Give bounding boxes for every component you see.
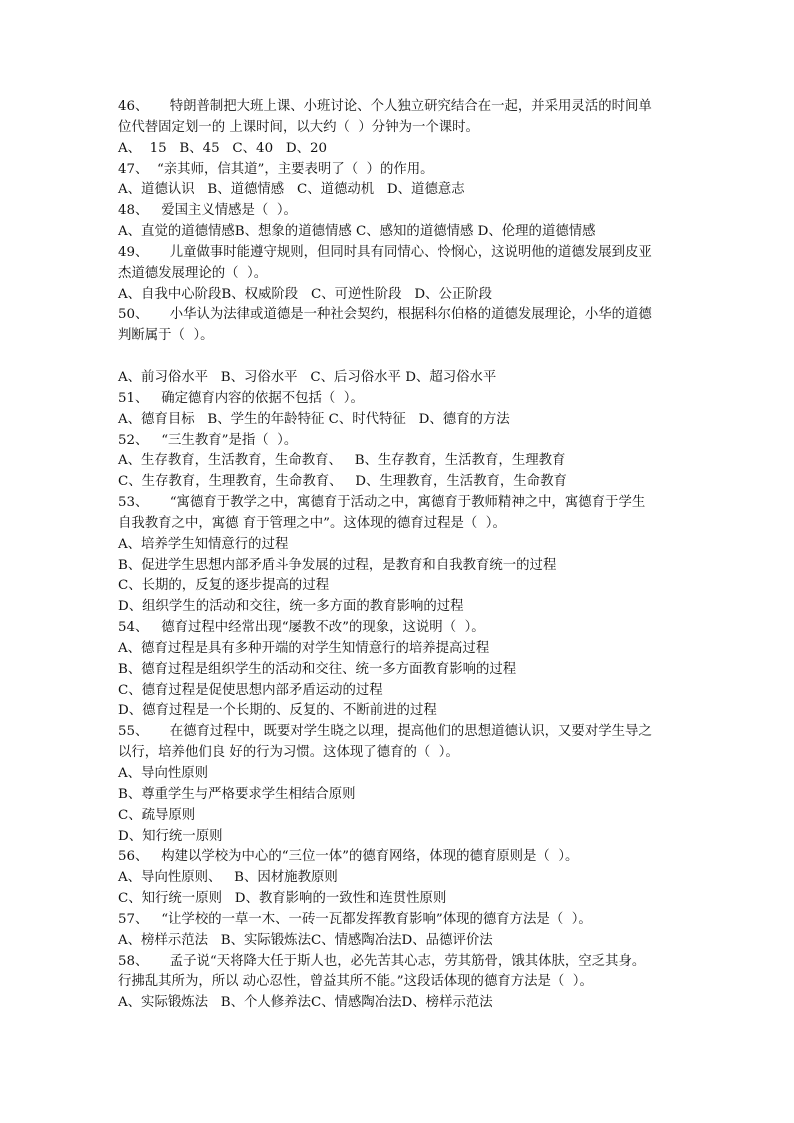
q53-option-a: A、培养学生知情意行的过程 bbox=[118, 536, 289, 552]
q50-stem-line1: 50、 小华认为法律或道德是一种社会契约，根据科尔伯格的道德发展理论，小华的道德 bbox=[118, 307, 652, 323]
q55-stem-line1: 55、 在德育过程中，既要对学生晓之以理，提高他们的思想道德认识，又要对学生导之 bbox=[118, 724, 652, 740]
q57-options: A、榜样示范法 B、实际锻炼法C、情感陶冶法D、品德评价法 bbox=[118, 932, 493, 948]
q52-stem: 52、 “三生教育”是指（ ）。 bbox=[118, 432, 298, 448]
q52-options-cd: C、生存教育，生理教育，生命教育、 D、生理教育，生活教育，生命教育 bbox=[118, 474, 567, 490]
q55-option-d: D、知行统一原则 bbox=[118, 828, 223, 844]
q55-option-a: A、导向性原则 bbox=[118, 766, 209, 781]
q48-options: A、直觉的道德情感B、想象的道德情感 C、感知的道德情感 D、伦理的道德情感 bbox=[118, 224, 596, 240]
q53-option-c: C、长期的，反复的逐步提高的过程 bbox=[118, 578, 330, 594]
q54-option-c: C、德育过程是促使思想内部矛盾运动的过程 bbox=[118, 682, 383, 698]
blank-line bbox=[118, 347, 678, 368]
q47-options: A、道德认识 B、道德情感 C、道德动机 D、道德意志 bbox=[118, 182, 465, 198]
q58-stem-line1: 58、 孟子说“天将降大任于斯人也，必先苦其心志，劳其筋骨，饿其体肤，空乏其身。 bbox=[118, 953, 646, 969]
q53-stem-line2: 自我教育之中，寓德 育于管理之中”。这体现的德育过程是（ ）。 bbox=[118, 515, 506, 531]
document-page bbox=[118, 97, 678, 1014]
q55-option-b: B、尊重学生与严格要求学生相结合原则 bbox=[118, 786, 356, 802]
q53-option-b: B、促进学生思想内部矛盾斗争发展的过程，是教育和自我教育统一的过程 bbox=[118, 557, 557, 573]
q54-stem: 54、 德育过程中经常出现“屡教不改”的现象，这说明（ ）。 bbox=[118, 620, 485, 636]
q54-option-b: B、德育过程是组织学生的活动和交往、统一多方面教育影响的过程 bbox=[118, 661, 517, 677]
q52-options-ab: A、生存教育，生活教育，生命教育、 B、生存教育，生活教育，生理教育 bbox=[118, 453, 566, 469]
q49-stem-line2: 杰道德发展理论的（ ）。 bbox=[118, 265, 268, 281]
q51-stem: 51、 确定德育内容的依据不包括（ ）。 bbox=[118, 390, 364, 406]
q50-options: A、前习俗水平 B、习俗水平 C、后习俗水平 D、超习俗水平 bbox=[118, 369, 497, 385]
q54-option-d: D、德育过程是一个长期的、反复的、不断前进的过程 bbox=[118, 703, 437, 719]
q53-stem-line1: 53、 “寓德育于教学之中，寓德育于活动之中，寓德育于教师精神之中，寓德育于学生 bbox=[118, 495, 646, 511]
q57-stem: 57、 “让学校的一草一木、一砖一瓦都发挥教育影响”体现的德育方法是（ ）。 bbox=[118, 911, 592, 927]
q46-options: A、 15 B、45 C、40 D、20 bbox=[118, 140, 328, 156]
q55-stem-line2: 以行，培养他们良 好的行为习惯。这体现了德育的（ ）。 bbox=[118, 745, 459, 761]
q55-option-c: C、疏导原则 bbox=[118, 807, 196, 823]
q46-stem-line2: 位代替固定划一的 上课时间，以大约（ ）分钟为一个课时。 bbox=[118, 119, 479, 135]
q47-stem: 47、 “亲其师，信其道”，主要表明了（ ）的作用。 bbox=[118, 161, 434, 177]
q46-stem-line1: 46、 特朗普制把大班上课、小班讨论、个人独立研究结合在一起，并采用灵活的时间单 bbox=[118, 99, 652, 114]
q51-options: A、德育目标 B、学生的年龄特征 C、时代特征 D、德育的方法 bbox=[118, 411, 510, 427]
q58-stem-line2: 行拂乱其所为，所以 动心忍性，曾益其所不能。”这段话体现的德育方法是（ ）。 bbox=[118, 974, 593, 990]
q49-stem-line1: 49、 儿童做事时能遵守规则，但同时具有同情心、怜悯心，这说明他的道德发展到皮亚 bbox=[118, 244, 652, 260]
q58-options: A、实际锻炼法 B、个人修养法C、情感陶冶法D、榜样示范法 bbox=[118, 995, 493, 1011]
q53-option-d: D、组织学生的活动和交往，统一多方面的教育影响的过程 bbox=[118, 599, 464, 615]
q50-stem-line2: 判断属于（ ）。 bbox=[118, 328, 214, 344]
q56-stem: 56、 构建以学校为中心的“三位一体”的德育网络，体现的德育原则是（ ）。 bbox=[118, 849, 579, 865]
q54-option-a: A、德育过程是具有多种开端的对学生知情意行的培养提高过程 bbox=[118, 640, 490, 656]
q56-options-ab: A、导向性原则、 B、因材施教原则 bbox=[118, 870, 338, 886]
q56-options-cd: C、知行统一原则 D、教育影响的一致性和连贯性原则 bbox=[118, 891, 447, 907]
q48-stem: 48、 爱国主义情感是（ ）。 bbox=[118, 203, 297, 219]
q49-options: A、自我中心阶段B、权威阶段 C、可逆性阶段 D、公正阶段 bbox=[118, 286, 493, 302]
